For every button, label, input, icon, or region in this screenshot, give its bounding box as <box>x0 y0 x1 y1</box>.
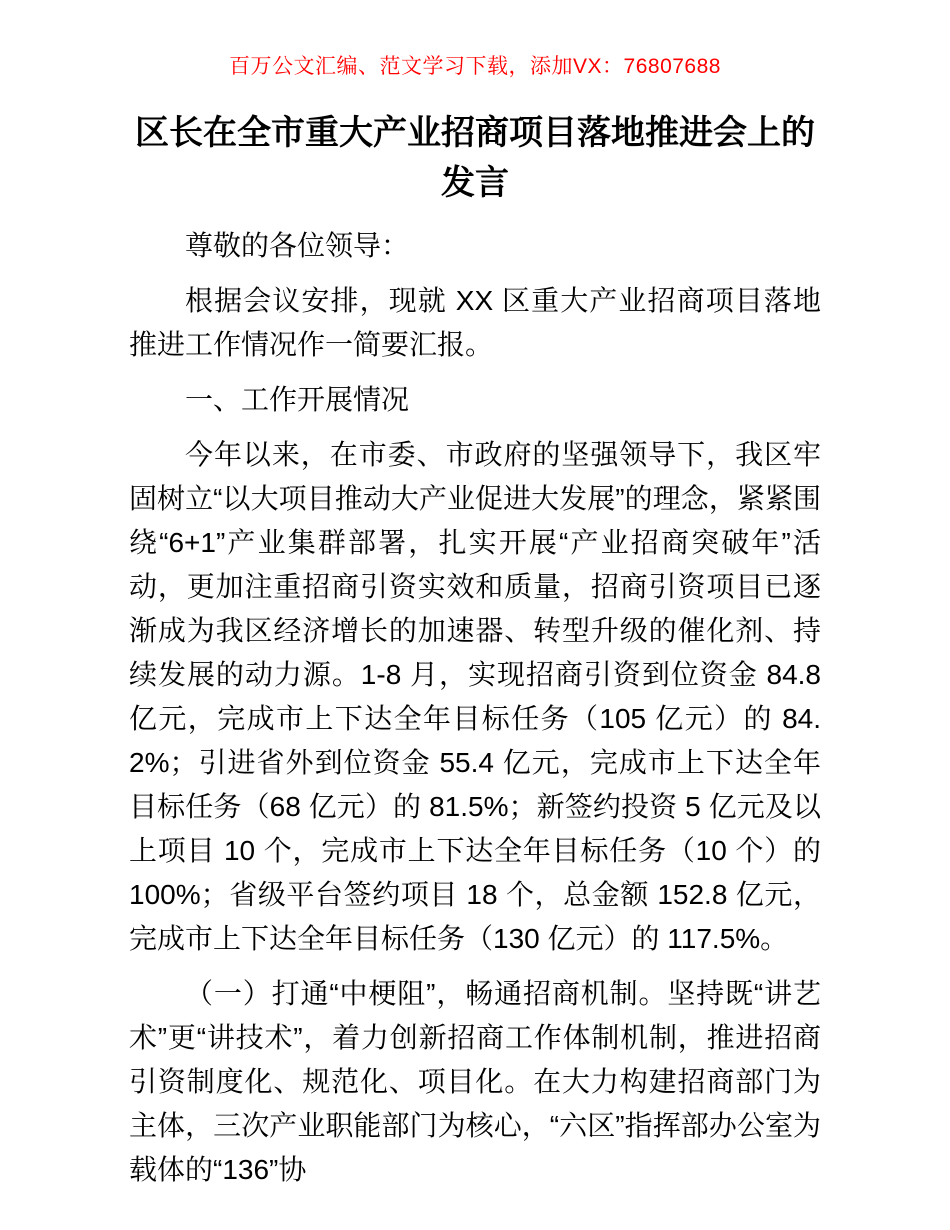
document-title: 区长在全市重大产业招商项目落地推进会上的发言 <box>135 114 815 202</box>
section-heading-1: 一、工作开展情况 <box>185 384 410 415</box>
salutation-paragraph: 尊敬的各位领导： <box>185 230 410 261</box>
intro-paragraph: 根据会议安排，现就 XX 区重大产业招商项目落地推进工作情况作一简要汇报。 <box>129 285 821 360</box>
document-body <box>129 224 821 1192</box>
promo-header-note: 百万公文汇编、范文学习下载，添加VX：76807688 <box>229 55 721 78</box>
mechanism-paragraph: （一）打通“中梗阻”，畅通招商机制。坚持既“讲艺术”更“讲技术”，着力创新招商工作体制机制，推进招商引资制度化、规范化、项目化。在大力构建招商部门为主体，三次产业职能部门为核心，“六区”指挥部办公室为载体的“136”协 <box>129 978 821 1185</box>
work-progress-paragraph: 今年以来，在市委、市政府的坚强领导下，我区牢固树立“以大项目推动大产业促进大发展”的理念，紧紧围绕“6+1”产业集群部署，扎实开展“产业招商突破年”活动，更加注重招商引资实效和质量，招商引资项目已逐渐成为我区经济增长的加速器、转型升级的催化剂、持续发展的动力源。1-8 月，实现招商引资到位资金 84.8 亿元，完成市上下达全年目标任务（105 亿元）的 84.2%；引进省外到位资金 55.4 亿元，完成市上下达全年目标任务（68 亿元）的 81.5%；新签约投资 5 亿元及以上项目 10 个，完成市上下达全年目标任务（10 个）的 100%；省级平台签约项目 18 个，总金额 152.8 亿元，完成市上下达全年目标任务（130 亿元）的 117.5%。 <box>129 439 821 954</box>
